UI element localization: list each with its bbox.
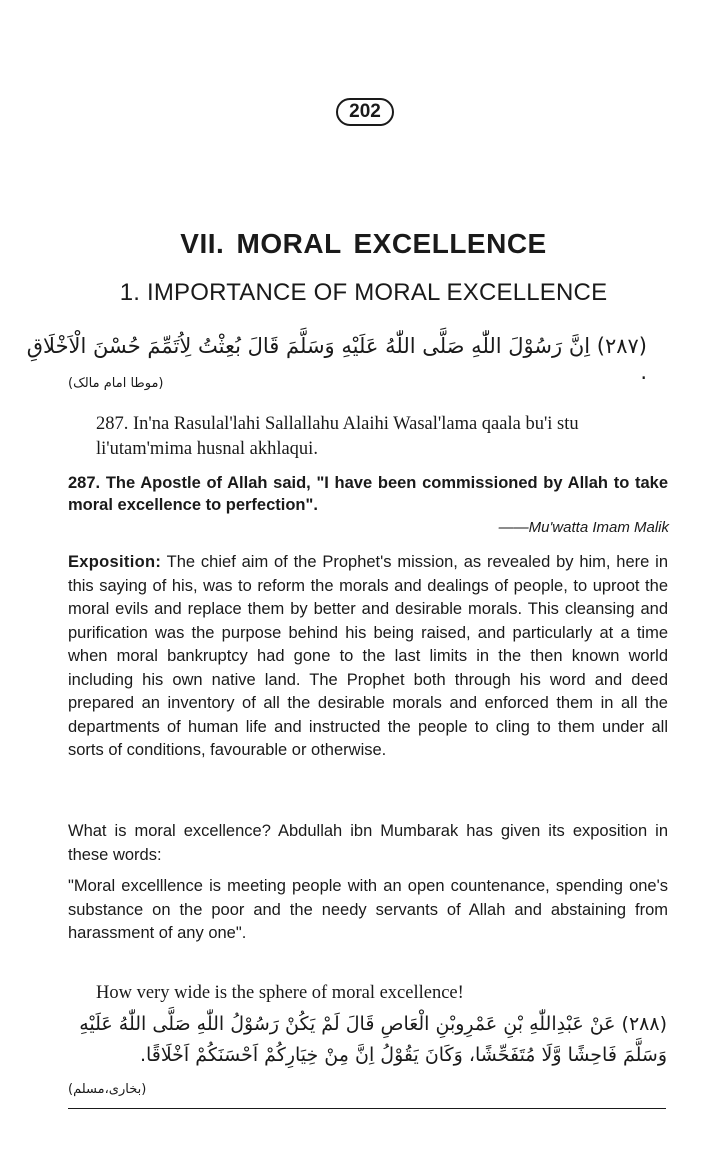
exposition-text: The chief aim of the Prophet's mission, as revealed by him, here in this saying of his, was to reform the morals and dealings of people, to uproot the moral evils and replace them by better and desirable morals. This cleansing and purification was the purpose behind his being raised, and particularly at a time when moral bankruptcy had gone to the last limits in the then known world including his own native land. The Prophet both through his word and deed prepared an inventory of all the desirable morals and enforced them in all the departments of human life and instructed the people to cling to them under all sorts of conditions, favourable or otherwise. bbox=[68, 553, 668, 759]
what-is-paragraph: What is moral excellence? Abdullah ibn Mumbarak has given its exposition in these words: bbox=[68, 822, 668, 864]
footer-rule bbox=[68, 1108, 666, 1109]
exposition-lead: Exposition: bbox=[68, 553, 162, 571]
section-heading: VII. MORAL EXCELLENCE bbox=[180, 228, 547, 259]
hadith-287-translation: 287. The Apostle of Allah said, "I have been commissioned by Allah to take moral excellence to perfection". bbox=[68, 474, 668, 514]
hadith-288-arabic-line1: (٢٨٨) عَنْ عَبْدِاللّٰهِ بْنِ عَمْرِوبْنِ الْعَاصِ قَالَ لَمْ يَكُنْ رَسُوْلُ اللّٰهِ صَلَّى اللّٰهُ عَلَيْهِ bbox=[79, 1013, 667, 1035]
hadith-287-reference: ——Mu'watta Imam Malik bbox=[498, 519, 669, 536]
page-number: 202 bbox=[336, 98, 394, 126]
hadith-287-source-arabic: (موطا امام مالک) bbox=[68, 376, 164, 391]
how-wide-line: How very wide is the sphere of moral excellence! bbox=[96, 983, 464, 1003]
quote-paragraph: "Moral excelllence is meeting people with an open countenance, spending one's substance on the poor and the needy servants of Allah and abstaining from harassment of any one". bbox=[68, 877, 668, 942]
hadith-287-arabic-line1: (٢٨٧) اِنَّ رَسُوْلَ اللّٰهِ صَلَّى اللّٰهُ عَلَيْهِ وَسَلَّمَ قَالَ بُعِثْتُ لِاُتَمِّمَ حُسْنَ الْاَخْلَاقِ bbox=[26, 334, 647, 358]
hadith-288-source-arabic: (بخاری،مسلم) bbox=[68, 1082, 147, 1097]
hadith-287-transliteration: 287. In'na Rasulal'lahi Sallallahu Alaihi Wasal'lama qaala bu'i stu li'utam'mima husnal akhlaqui. bbox=[96, 414, 579, 459]
hadith-287-arabic-line2: . bbox=[640, 360, 647, 384]
exposition-paragraph bbox=[68, 551, 668, 763]
hadith-288-arabic-line2: وَسَلَّمَ فَاحِشًا وَّلَا مُتَفَحِّشًا، وَكَانَ يَقُوْلُ اِنَّ مِنْ خِيَارِكُمْ اَحْسَنَكُمْ اَخْلَاقًا. bbox=[139, 1044, 667, 1066]
subsection-heading: 1. IMPORTANCE OF MORAL EXCELLENCE bbox=[119, 279, 608, 306]
